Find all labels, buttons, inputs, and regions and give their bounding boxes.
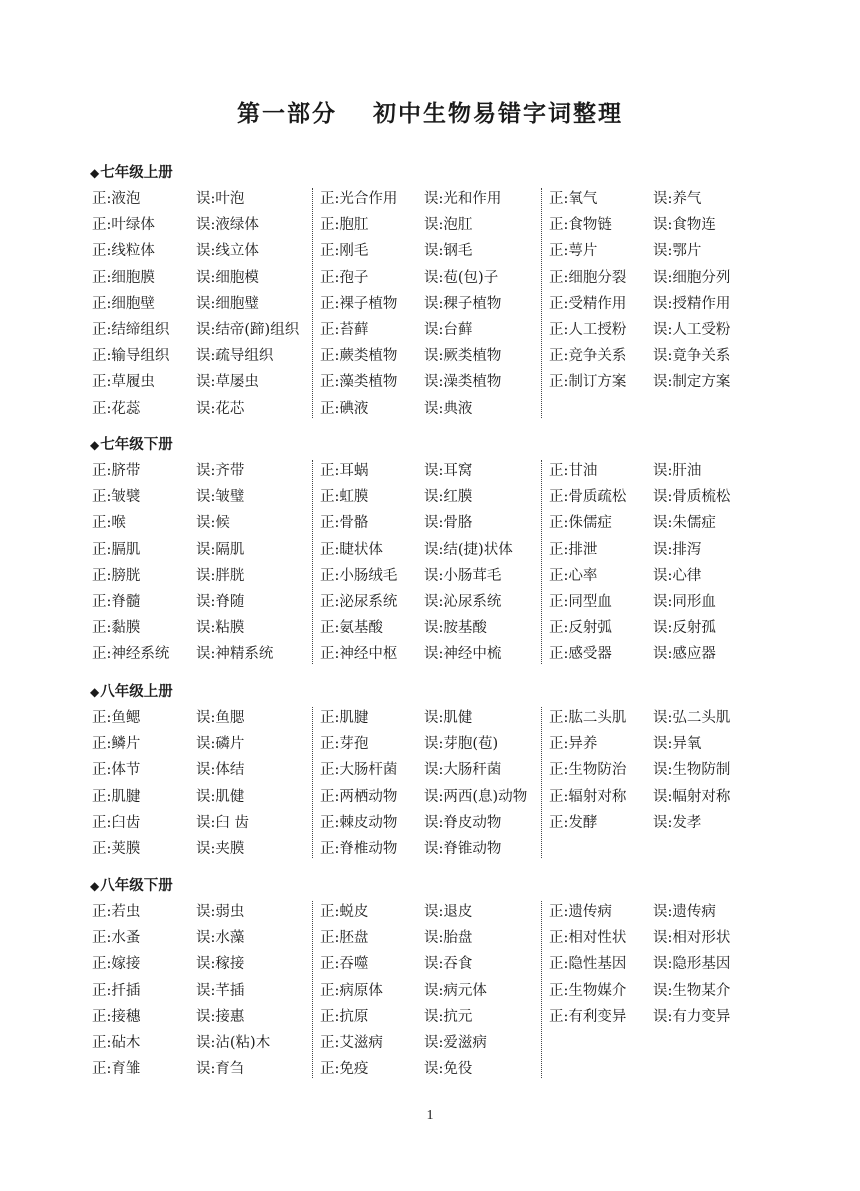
correct-word: 正:遗传病 <box>549 904 612 920</box>
word-column <box>549 707 771 838</box>
correct-word: 正:鱼鳃 <box>92 710 141 726</box>
wrong-word: 误:退皮 <box>424 904 473 920</box>
wrong-word: 误:台藓 <box>424 321 473 338</box>
word-pair-row <box>549 643 771 669</box>
word-pair-row <box>320 1058 542 1084</box>
column-divider <box>312 460 313 664</box>
section <box>92 681 752 864</box>
word-pair-row <box>549 267 771 293</box>
wrong-word: 误:水藻 <box>196 930 245 947</box>
title-part: 第一部分 <box>237 101 337 127</box>
word-pair-row <box>92 643 314 669</box>
wrong-word: 误:同形血 <box>653 593 716 610</box>
wrong-word: 误:制定方案 <box>653 374 731 391</box>
wrong-word: 误:接惠 <box>196 1008 245 1025</box>
wrong-word: 误:爱滋病 <box>424 1034 487 1051</box>
wrong-word: 误:心律 <box>653 567 702 584</box>
correct-word: 正:萼片 <box>549 243 598 260</box>
correct-word: 正:肱二头肌 <box>549 710 627 726</box>
correct-word: 正:若虫 <box>92 904 141 920</box>
word-pair-row <box>92 812 314 838</box>
correct-word: 正:芽孢 <box>320 736 369 753</box>
word-pair-row <box>549 539 771 565</box>
correct-word: 正:免疫 <box>320 1061 369 1078</box>
section-heading <box>90 875 752 897</box>
correct-word: 正:光合作用 <box>320 191 398 207</box>
wrong-word: 误:体结 <box>196 762 245 779</box>
correct-word: 正:氧气 <box>549 191 598 207</box>
wrong-word: 误:小肠茸毛 <box>424 567 502 584</box>
wrong-word: 误:齐带 <box>196 463 245 479</box>
word-column <box>320 707 542 864</box>
correct-word: 正:吞噬 <box>320 956 369 973</box>
correct-word: 正:输导组织 <box>92 348 170 365</box>
wrong-word: 误:相对形状 <box>653 930 731 947</box>
correct-word: 正:同型血 <box>549 593 612 610</box>
correct-word: 正:神经中枢 <box>320 646 398 663</box>
wrong-word: 误:异氧 <box>653 736 702 753</box>
wrong-word: 误:鱼腮 <box>196 710 245 726</box>
wrong-word: 误:澡类植物 <box>424 374 502 391</box>
correct-word: 正:脐带 <box>92 463 141 479</box>
wrong-word: 误:细胞模 <box>196 269 259 286</box>
word-pair-row <box>92 1058 314 1084</box>
word-pair-row <box>320 838 542 864</box>
word-pair-row <box>320 733 542 759</box>
word-pair-row <box>320 512 542 538</box>
word-pair-row <box>92 539 314 565</box>
correct-word: 正:胚盘 <box>320 930 369 947</box>
word-pair-row <box>92 293 314 319</box>
word-pair-row <box>92 759 314 785</box>
wrong-word: 误:沁尿系统 <box>424 593 502 610</box>
correct-word: 正:大肠杆菌 <box>320 762 398 779</box>
word-pair-row <box>549 707 771 733</box>
word-pair-row <box>549 617 771 643</box>
wrong-word: 误:光和作用 <box>424 191 502 207</box>
section-heading <box>90 162 752 184</box>
word-pair-row <box>92 214 314 240</box>
word-pair-row <box>549 733 771 759</box>
wrong-word: 误:授精作用 <box>653 295 731 312</box>
wrong-word: 误:生物某介 <box>653 982 731 999</box>
word-pair-row <box>320 1006 542 1032</box>
correct-word: 正:异养 <box>549 736 598 753</box>
wrong-word: 误:苞(包)子 <box>424 269 499 286</box>
word-pair-row <box>549 214 771 240</box>
word-pair-row <box>549 980 771 1006</box>
word-pair-row <box>92 240 314 266</box>
wrong-word: 误:结帝(蹄)组织 <box>196 321 300 338</box>
correct-word: 正:棘皮动物 <box>320 814 398 831</box>
word-column <box>92 901 314 1084</box>
correct-word: 正:荚膜 <box>92 840 141 857</box>
section-heading <box>90 434 752 456</box>
wrong-word: 误:弱虫 <box>196 904 245 920</box>
correct-word: 正:接穗 <box>92 1008 141 1025</box>
correct-word: 正:脊椎动物 <box>320 840 398 857</box>
word-pair-row <box>92 1006 314 1032</box>
wrong-word: 误:液绿体 <box>196 217 259 234</box>
correct-word: 正:碘液 <box>320 400 369 417</box>
wrong-word: 误:脊随 <box>196 593 245 610</box>
correct-word: 正:细胞壁 <box>92 295 155 312</box>
correct-word: 正:草履虫 <box>92 374 155 391</box>
word-column <box>92 188 314 424</box>
wrong-word: 误:排泻 <box>653 541 702 558</box>
wrong-word: 误:红膜 <box>424 489 473 506</box>
word-pair-row <box>320 539 542 565</box>
correct-word: 正:蕨类植物 <box>320 348 398 365</box>
word-column <box>549 188 771 398</box>
wrong-word: 误:病元体 <box>424 982 487 999</box>
word-column <box>320 460 542 670</box>
correct-word: 正:嫁接 <box>92 956 141 973</box>
correct-word: 正:苔藓 <box>320 321 369 338</box>
wrong-word: 误:线立体 <box>196 243 259 260</box>
word-pair-row <box>92 707 314 733</box>
wrong-word: 误:神精系统 <box>196 646 274 663</box>
word-column <box>320 188 542 424</box>
correct-word: 正:氨基酸 <box>320 620 383 637</box>
word-pair-row <box>320 460 542 486</box>
correct-word: 正:肌腱 <box>320 710 369 726</box>
section <box>92 434 752 670</box>
wrong-word: 误:花芯 <box>196 400 245 417</box>
diamond-icon: ◆ <box>90 166 100 180</box>
wrong-word: 误:皱璧 <box>196 489 245 506</box>
wrong-word: 误:有力变异 <box>653 1008 731 1025</box>
column-divider <box>541 460 542 664</box>
section-heading-text: 七年级下册 <box>100 437 173 453</box>
correct-word: 正:竞争关系 <box>549 348 627 365</box>
word-pair-row <box>320 267 542 293</box>
correct-word: 正:细胞分裂 <box>549 269 627 286</box>
wrong-word: 误:竟争关系 <box>653 348 731 365</box>
word-pair-row <box>320 214 542 240</box>
word-pair-row <box>92 486 314 512</box>
word-pair-row <box>92 927 314 953</box>
section-heading <box>90 681 752 703</box>
word-pair-row <box>320 707 542 733</box>
word-pair-row <box>320 812 542 838</box>
word-pair-row <box>92 980 314 1006</box>
word-pair-row <box>320 345 542 371</box>
correct-word: 正:刚毛 <box>320 243 369 260</box>
wrong-word: 误:生物防制 <box>653 762 731 779</box>
word-pair-row <box>320 786 542 812</box>
correct-word: 正:膈肌 <box>92 541 141 558</box>
wrong-word: 误:养气 <box>653 191 702 207</box>
wrong-word: 误:钢毛 <box>424 243 473 260</box>
wrong-word: 误:隐形基因 <box>653 956 731 973</box>
correct-word: 正:睫状体 <box>320 541 383 558</box>
page-number: 1 <box>426 1108 434 1123</box>
correct-word: 正:水蚤 <box>92 930 141 947</box>
word-column <box>92 460 314 670</box>
section <box>92 162 752 424</box>
word-pair-row <box>320 565 542 591</box>
wrong-word: 误:泡肛 <box>424 217 473 234</box>
correct-word: 正:脊髓 <box>92 593 141 610</box>
wrong-word: 误:叶泡 <box>196 191 245 207</box>
correct-word: 正:皱襞 <box>92 489 141 506</box>
correct-word: 正:食物链 <box>549 217 612 234</box>
section <box>92 875 752 1084</box>
wrong-word: 误:脊锥动物 <box>424 840 502 857</box>
wrong-word: 误:夹膜 <box>196 840 245 857</box>
wrong-word: 误:人工受粉 <box>653 321 731 338</box>
word-pair-row <box>549 759 771 785</box>
correct-word: 正:蜕皮 <box>320 904 369 920</box>
wrong-word: 误:耳窝 <box>424 463 473 479</box>
correct-word: 正:骨质疏松 <box>549 489 627 506</box>
word-pair-row <box>92 838 314 864</box>
wrong-word: 误:肌健 <box>196 788 245 805</box>
word-pair-row <box>92 953 314 979</box>
wrong-word: 误:吞食 <box>424 956 473 973</box>
correct-word: 正:制订方案 <box>549 374 627 391</box>
wrong-word: 误:大肠秆菌 <box>424 762 502 779</box>
word-pair-row <box>320 398 542 424</box>
word-pair-row <box>320 643 542 669</box>
word-pair-row <box>92 267 314 293</box>
wrong-word: 误:沾(粘)木 <box>196 1034 271 1051</box>
word-pair-row <box>92 345 314 371</box>
word-pair-row <box>549 927 771 953</box>
correct-word: 正:发酵 <box>549 814 598 831</box>
word-pair-row <box>549 812 771 838</box>
wrong-word: 误:弘二头肌 <box>653 710 731 726</box>
word-pair-row <box>320 1032 542 1058</box>
wrong-word: 误:草屡虫 <box>196 374 259 391</box>
correct-word: 正:生物防治 <box>549 762 627 779</box>
word-pair-row <box>92 786 314 812</box>
word-pair-row <box>549 240 771 266</box>
wrong-word: 误:发孝 <box>653 814 702 831</box>
wrong-word: 误:稞子植物 <box>424 295 502 312</box>
word-pair-row <box>320 188 542 214</box>
correct-word: 正:臼齿 <box>92 814 141 831</box>
word-pair-row <box>320 759 542 785</box>
wrong-word: 误:鄂片 <box>653 243 702 260</box>
wrong-word: 误:粘膜 <box>196 620 245 637</box>
word-column <box>320 901 542 1084</box>
word-pair-row <box>549 512 771 538</box>
word-column <box>92 707 314 864</box>
correct-word: 正:反射弧 <box>549 620 612 637</box>
correct-word: 正:小肠绒毛 <box>320 567 398 584</box>
column-divider <box>312 188 313 418</box>
word-pair-row <box>320 371 542 397</box>
diamond-icon: ◆ <box>90 685 100 699</box>
word-pair-row <box>549 345 771 371</box>
wrong-word: 误:肌健 <box>424 710 473 726</box>
word-pair-row <box>320 953 542 979</box>
correct-word: 正:花蕊 <box>92 400 141 417</box>
correct-word: 正:胞肛 <box>320 217 369 234</box>
wrong-word: 误:幅射对称 <box>653 788 731 805</box>
word-pair-row <box>92 565 314 591</box>
title-main: 初中生物易错字词整理 <box>373 101 623 127</box>
correct-word: 正:藻类植物 <box>320 374 398 391</box>
wrong-word: 误:稼接 <box>196 956 245 973</box>
page-title <box>0 95 860 128</box>
correct-word: 正:侏儒症 <box>549 515 612 532</box>
word-pair-row <box>92 1032 314 1058</box>
word-pair-row <box>320 980 542 1006</box>
word-pair-row <box>92 512 314 538</box>
correct-word: 正:两栖动物 <box>320 788 398 805</box>
correct-word: 正:抗原 <box>320 1008 369 1025</box>
correct-word: 正:排泄 <box>549 541 598 558</box>
correct-word: 正:育雏 <box>92 1061 141 1078</box>
word-pair-row <box>549 953 771 979</box>
correct-word: 正:虹膜 <box>320 489 369 506</box>
word-column <box>549 460 771 670</box>
word-pair-row <box>549 188 771 214</box>
correct-word: 正:泌尿系统 <box>320 593 398 610</box>
correct-word: 正:液泡 <box>92 191 141 207</box>
word-pair-row <box>549 1006 771 1032</box>
wrong-word: 误:骨质梳松 <box>653 489 731 506</box>
correct-word: 正:辐射对称 <box>549 788 627 805</box>
wrong-word: 误:典液 <box>424 400 473 417</box>
word-pair-row <box>92 460 314 486</box>
diamond-icon: ◆ <box>90 438 100 452</box>
word-pair-row <box>92 617 314 643</box>
correct-word: 正:孢子 <box>320 269 369 286</box>
correct-word: 正:耳蜗 <box>320 463 369 479</box>
word-pair-row <box>92 901 314 927</box>
wrong-word: 误:育刍 <box>196 1061 245 1078</box>
word-pair-row <box>549 371 771 397</box>
word-pair-row <box>320 591 542 617</box>
correct-word: 正:扦插 <box>92 982 141 999</box>
wrong-word: 误:胺基酸 <box>424 620 487 637</box>
wrong-word: 误:神经中梳 <box>424 646 502 663</box>
column-divider <box>312 707 313 858</box>
column-divider <box>541 188 542 418</box>
correct-word: 正:裸子植物 <box>320 295 398 312</box>
correct-word: 正:砧木 <box>92 1034 141 1051</box>
column-divider <box>312 901 313 1078</box>
word-pair-row <box>549 901 771 927</box>
wrong-word: 误:疏导组织 <box>196 348 274 365</box>
correct-word: 正:结缔组织 <box>92 321 170 338</box>
word-column <box>549 901 771 1032</box>
wrong-word: 误:两西(息)动物 <box>424 788 528 805</box>
word-pair-row <box>549 565 771 591</box>
wrong-word: 误:胖胱 <box>196 567 245 584</box>
correct-word: 正:肌腱 <box>92 788 141 805</box>
correct-word: 正:感受器 <box>549 646 612 663</box>
word-pair-row <box>549 293 771 319</box>
correct-word: 正:生物媒介 <box>549 982 627 999</box>
correct-word: 正:线粒体 <box>92 243 155 260</box>
section-heading-text: 八年级下册 <box>100 878 173 894</box>
correct-word: 正:神经系统 <box>92 646 170 663</box>
word-pair-row <box>320 319 542 345</box>
correct-word: 正:相对性状 <box>549 930 627 947</box>
correct-word: 正:有利变异 <box>549 1008 627 1025</box>
correct-word: 正:喉 <box>92 515 126 532</box>
wrong-word: 误:食物连 <box>653 217 716 234</box>
word-pair-row <box>320 617 542 643</box>
word-pair-row <box>92 733 314 759</box>
wrong-word: 误:遗传病 <box>653 904 716 920</box>
word-pair-row <box>549 460 771 486</box>
word-pair-row <box>320 240 542 266</box>
word-pair-row <box>320 901 542 927</box>
wrong-word: 误:胎盘 <box>424 930 473 947</box>
word-pair-row <box>92 591 314 617</box>
column-divider <box>541 707 542 858</box>
word-pair-row <box>549 786 771 812</box>
correct-word: 正:隐性基因 <box>549 956 627 973</box>
wrong-word: 误:肝油 <box>653 463 702 479</box>
word-pair-row <box>92 398 314 424</box>
wrong-word: 误:细胞璧 <box>196 295 259 312</box>
correct-word: 正:心率 <box>549 567 598 584</box>
correct-word: 正:鳞片 <box>92 736 141 753</box>
diamond-icon: ◆ <box>90 879 100 893</box>
word-pair-row <box>320 486 542 512</box>
word-pair-row <box>549 486 771 512</box>
word-pair-row <box>549 591 771 617</box>
word-pair-row <box>320 927 542 953</box>
wrong-word: 误:免役 <box>424 1061 473 1078</box>
wrong-word: 误:磷片 <box>196 736 245 753</box>
word-pair-row <box>549 319 771 345</box>
correct-word: 正:叶绿体 <box>92 217 155 234</box>
wrong-word: 误:脊皮动物 <box>424 814 502 831</box>
correct-word: 正:病原体 <box>320 982 383 999</box>
correct-word: 正:甘油 <box>549 463 598 479</box>
wrong-word: 误:反射孤 <box>653 620 716 637</box>
wrong-word: 误:结(捷)状体 <box>424 541 513 558</box>
correct-word: 正:受精作用 <box>549 295 627 312</box>
wrong-word: 误:芊插 <box>196 982 245 999</box>
word-pair-row <box>92 371 314 397</box>
section-heading-text: 八年级上册 <box>100 684 173 700</box>
correct-word: 正:膀胱 <box>92 567 141 584</box>
word-pair-row <box>92 319 314 345</box>
correct-word: 正:黏膜 <box>92 620 141 637</box>
correct-word: 正:细胞膜 <box>92 269 155 286</box>
section-heading-text: 七年级上册 <box>100 165 173 181</box>
word-pair-row <box>320 293 542 319</box>
wrong-word: 误:朱儒症 <box>653 515 716 532</box>
wrong-word: 误:臼 齿 <box>196 814 249 831</box>
wrong-word: 误:厥类植物 <box>424 348 502 365</box>
wrong-word: 误:芽胞(苞) <box>424 736 499 753</box>
wrong-word: 误:骨胳 <box>424 515 473 532</box>
correct-word: 正:骨骼 <box>320 515 369 532</box>
wrong-word: 误:候 <box>196 515 230 532</box>
correct-word: 正:艾滋病 <box>320 1034 383 1051</box>
column-divider <box>541 901 542 1078</box>
wrong-word: 误:细胞分列 <box>653 269 731 286</box>
correct-word: 正:体节 <box>92 762 141 779</box>
word-pair-row <box>92 188 314 214</box>
wrong-word: 误:隔肌 <box>196 541 245 558</box>
wrong-word: 误:抗元 <box>424 1008 473 1025</box>
wrong-word: 误:感应器 <box>653 646 716 663</box>
correct-word: 正:人工授粉 <box>549 321 627 338</box>
